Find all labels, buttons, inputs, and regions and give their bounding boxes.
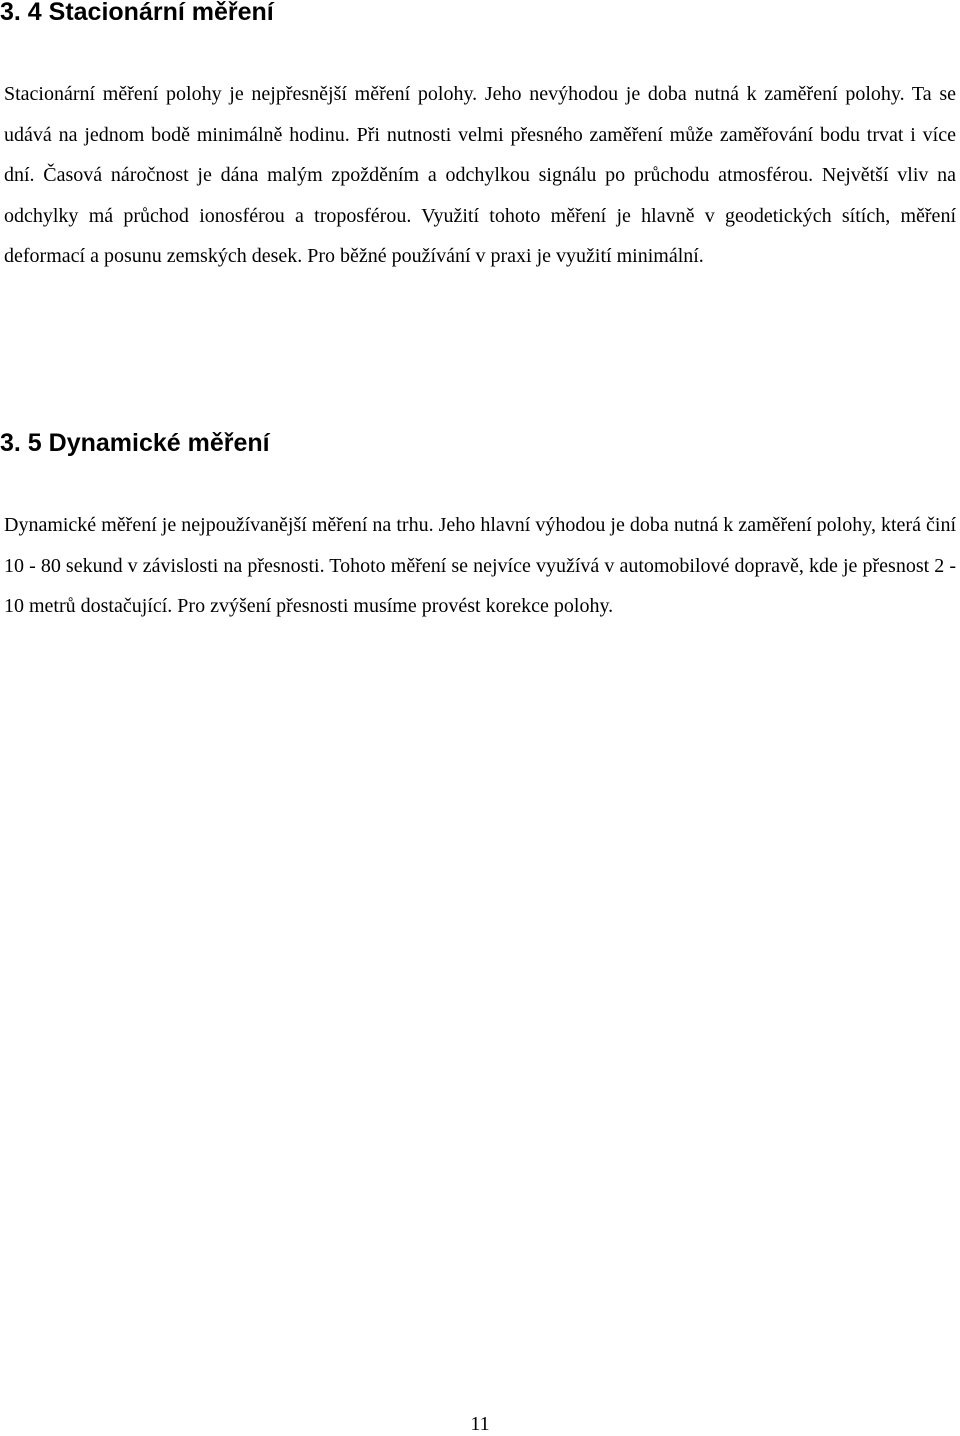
section-heading-dynamic: 3. 5 Dynamické měření	[0, 429, 270, 457]
section-heading-stationary: 3. 4 Stacionární měření	[0, 0, 274, 26]
paragraph-dynamic: Dynamické měření je nejpoužívanější měření na trhu. Jeho hlavní výhodou je doba nutná k zaměření polohy, která činí 10 - 80 sekund v závislosti na přesnosti. Tohoto měření se nejvíce využívá v automobilové dopravě, kde je přesnost 2 - 10 metrů dostačující. Pro zvýšení přesnosti musíme provést korekce polohy.	[4, 514, 956, 618]
page-number: 11	[470, 1413, 490, 1435]
paragraph-stationary: Stacionární měření polohy je nejpřesnější měření polohy. Jeho nevýhodou je doba nutná k zaměření polohy. Ta se udává na jednom bodě minimálně hodinu. Při nutnosti velmi přesného zaměření může zaměřování bodu trvat i více dní. Časová náročnost je dána malým zpožděním a odchylkou signálu po průchodu atmosférou. Největší vliv na odchylky má průchod ionosférou a troposférou. Využití tohoto měření je hlavně v geodetických sítích, měření deformací a posunu zemských desek. Pro běžné používání v praxi je využití minimální.	[4, 83, 956, 268]
